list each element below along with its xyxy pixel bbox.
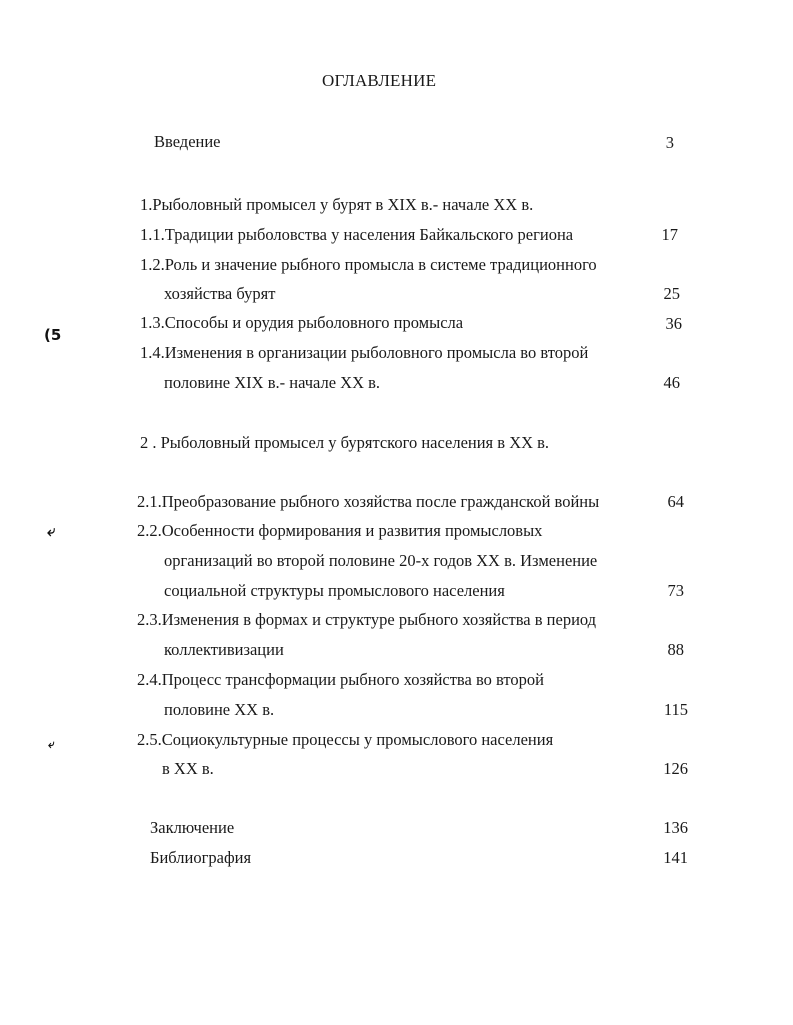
section-2-5-line1: 2.5.Социокультурные процессы у промыслового населения — [137, 730, 554, 749]
section-2-3-line1: 2.3.Изменения в формах и структуре рыбного хозяйства в период — [137, 610, 597, 629]
section-1-1-label: 1.1.Традиции рыболовства у населения Байкальского региона — [140, 225, 574, 244]
section-2-4-line1: 2.4.Процесс трансформации рыбного хозяйства во второй — [137, 670, 544, 689]
section-2-5-line2: в XX в. — [162, 759, 214, 778]
section-1-3-label: 1.3.Способы и орудия рыболовного промысла — [140, 313, 464, 332]
toc-intro-page: 3 — [665, 133, 674, 152]
margin-mark-3: ⤶ — [48, 737, 55, 751]
chapter-2-heading: 2 . Рыболовный промысел у бурятского населения в XX в. — [140, 433, 550, 452]
chapter-1-heading: 1.Рыболовный промысел у бурят в XIX в.- начале XX в. — [140, 195, 534, 214]
toc-conclusion-label: Заключение — [150, 818, 235, 837]
section-1-4-page: 46 — [663, 373, 680, 392]
toc-title: ОГЛАВЛЕНИЕ — [322, 71, 437, 90]
section-2-2-line3: социальной структуры промыслового населения — [164, 581, 505, 600]
toc-intro-label: Введение — [154, 132, 221, 151]
section-1-3-page: 36 — [665, 314, 682, 333]
section-2-2-line1: 2.2.Особенности формирования и развития промысловых — [137, 521, 543, 540]
section-2-1-page: 64 — [667, 492, 684, 511]
section-1-4-line2: половине XIX в.- начале XX в. — [164, 373, 381, 392]
section-2-2-line2: организаций во второй половине 20-х годов XX в. Изменение — [164, 551, 598, 570]
toc-conclusion-page: 136 — [663, 818, 688, 837]
section-1-1-page: 17 — [661, 225, 678, 244]
section-1-2-page: 25 — [663, 284, 680, 303]
toc-bibliography-page: 141 — [663, 848, 688, 867]
section-1-4-line1: 1.4.Изменения в организации рыболовного промысла во второй — [140, 343, 589, 362]
margin-mark-2: ⤶ — [47, 522, 56, 540]
section-2-3-line2: коллективизации — [164, 640, 284, 659]
toc-bibliography-label: Библиография — [150, 848, 252, 867]
section-2-4-page: 115 — [663, 700, 688, 719]
section-1-2-line2: хозяйства бурят — [164, 284, 276, 303]
section-2-4-line2: половине XX в. — [164, 700, 275, 719]
section-2-2-page: 73 — [667, 581, 684, 600]
section-1-2-line1: 1.2.Роль и значение рыбного промысла в системе традиционного — [140, 255, 597, 274]
section-2-3-page: 88 — [667, 640, 684, 659]
section-2-5-page: 126 — [663, 759, 688, 778]
margin-mark-1: (5 — [44, 326, 62, 344]
section-2-1-label: 2.1.Преобразование рыбного хозяйства после гражданской войны — [137, 492, 600, 511]
